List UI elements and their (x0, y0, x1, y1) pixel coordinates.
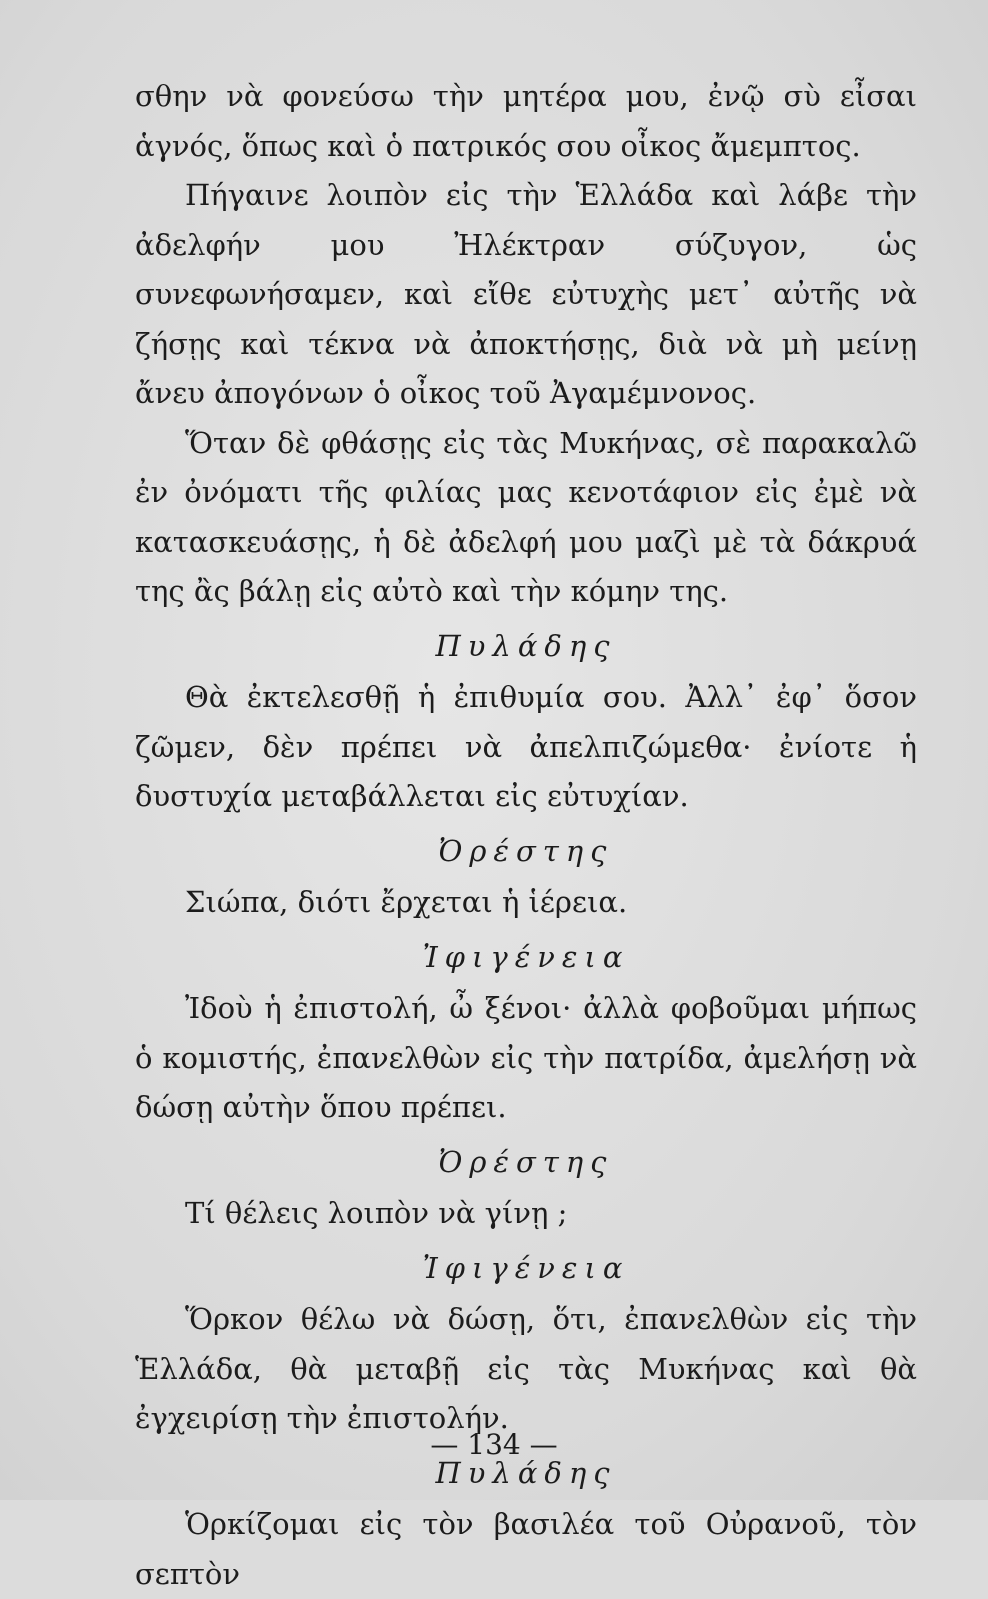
speaker-name: Ὀρέστης (438, 833, 614, 868)
paragraph: Τί θέλεις λοιπὸν νὰ γίνῃ ; (185, 1196, 568, 1230)
paragraph: Ὅρκον θέλω νὰ δώσῃ, ὅτι, ἐπανελθὼν εἰς τὴν Ἑλλάδα, θὰ μεταβῇ εἰς τὰς Μυκήνας καὶ θὰ ἐγχειρίσῃ τὴν ἐπιστολήν. (135, 1302, 917, 1435)
paragraph: Θὰ ἐκτελεσθῇ ἡ ἐπιθυμία σου. Ἀλλ᾽ ἐφ᾽ ὅσον ζῶμεν, δὲν πρέπει νὰ ἀπελπιζώμεθα· ἐνίοτε ἡ δυστυχία μεταβάλλεται εἰς εὐτυχίαν. (135, 680, 917, 813)
paragraph: Ὁρκίζομαι εἰς τὸν βασιλέα τοῦ Οὐρανοῦ, τὸν σεπτὸν (135, 1507, 917, 1591)
speaker-name: Ἰφιγένεια (422, 1250, 630, 1285)
paragraph: Σιώπα, διότι ἔρχεται ἡ ἱέρεια. (185, 885, 628, 919)
page-number: — 134 — (430, 1428, 558, 1461)
speaker-name: Πυλάδης (435, 628, 617, 663)
paragraph: Ὅταν δὲ φθάσῃς εἰς τὰς Μυκήνας, σὲ παρακαλῶ ἐν ὀνόματι τῆς φιλίας μας κενοτάφιον εἰς ἐμὲ νὰ κατασκευάσῃς, ἡ δὲ ἀδελφή μου μαζὶ μὲ τὰ δάκρυά της ἂς βάλῃ εἰς αὐτὸ καὶ τὴν κόμην της. (135, 425, 917, 608)
paragraph: σθην νὰ φονεύσω τὴν μητέρα μου, ἐνῷ σὺ εἶσαι ἁγνός, ὅπως καὶ ὁ πατρικός σου οἶκος ἄμεμπτος. (135, 79, 917, 163)
speaker-name: Ὀρέστης (438, 1144, 614, 1179)
paragraph: Ἰδοὺ ἡ ἐπιστολή, ὦ ξένοι· ἀλλὰ φοβοῦμαι μήπως ὁ κομιστής, ἐπανελθὼν εἰς τὴν πατρίδα, ἀμελήσῃ νὰ δώσῃ αὐτὴν ὅπου πρέπει. (135, 991, 917, 1124)
speaker-name: Πυλάδης (435, 1455, 617, 1490)
paragraph: Πήγαινε λοιπὸν εἰς τὴν Ἑλλάδα καὶ λάβε τὴν ἀδελφήν μου Ἠλέκτραν σύζυγον, ὡς συνεφωνήσαμεν, καὶ εἴθε εὐτυχὴς μετ᾽ αὐτῆς νὰ ζήσῃς καὶ τέκνα νὰ ἀποκτήσῃς, διὰ νὰ μὴ μείνῃ ἄνευ ἀπογόνων ὁ οἶκος τοῦ Ἀγαμέμνονος. (135, 178, 917, 410)
speaker-name: Ἰφιγένεια (422, 939, 630, 974)
page-body (135, 72, 917, 1599)
